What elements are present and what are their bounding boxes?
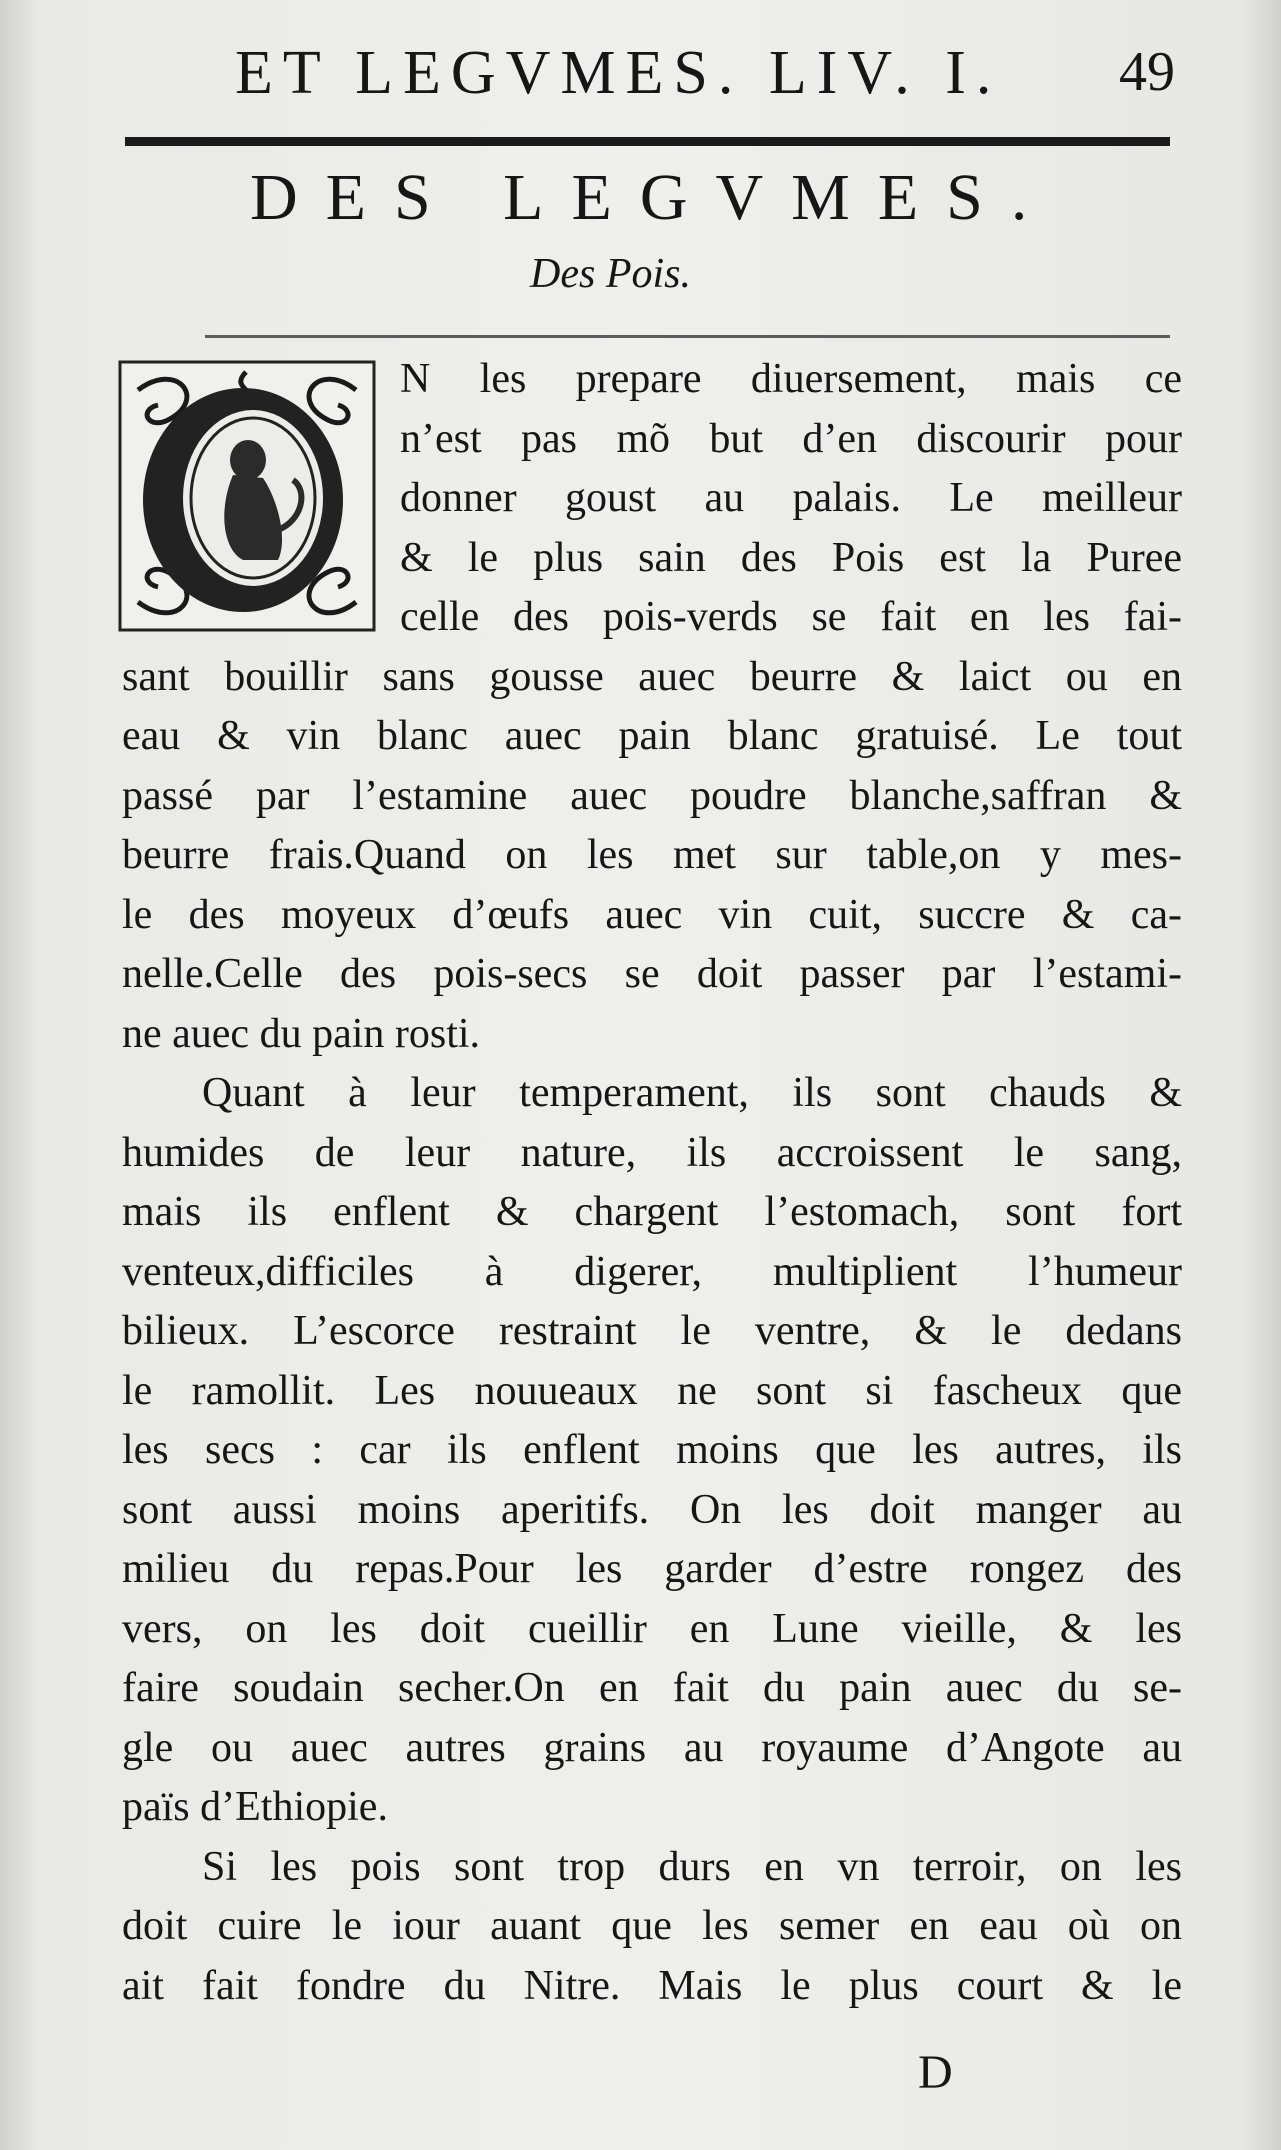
section-title: DES LEGVMES. — [250, 161, 1056, 234]
header-rule — [125, 137, 1170, 146]
text-line: beurre frais.Quand on les met sur table,on y mes- — [122, 832, 1182, 878]
text-line: N les prepare diuersement, mais ce — [400, 356, 1182, 402]
paragraph-1 — [122, 350, 1182, 1064]
text-line: passé par l’estamine auec poudre blanche,saffran & — [122, 772, 1182, 819]
running-head: ET LEGVMES. LIV. I. — [235, 39, 1002, 107]
page-number: 49 — [1119, 41, 1175, 103]
text-line: Quant à leur temperament, ils sont chauds & — [202, 1070, 1182, 1116]
text-line: les secs : car ils enflent moins que les autres, ils — [122, 1427, 1182, 1473]
text-line: Si les pois sont trop durs en vn terroir, on les — [202, 1843, 1182, 1890]
text-line: humides de leur nature, ils accroissent le sang, — [122, 1129, 1182, 1176]
text-line: mais ils enflent & chargent l’estomach, sont fort — [122, 1189, 1182, 1235]
text-line: nelle.Celle des pois-secs se doit passer par l’estami- — [122, 951, 1182, 997]
text-line: le des moyeux d’œufs auec vin cuit, succre & ca- — [122, 891, 1182, 938]
text-line: gle ou auec autres grains au royaume d’Angote au — [122, 1724, 1182, 1771]
paragraph-3 — [122, 1838, 1182, 2017]
text-line: & le plus sain des Pois est la Puree — [400, 534, 1182, 581]
text-line: n’est pas mõ but d’en discourir pour — [400, 415, 1182, 462]
text-line: milieu du repas.Pour les garder d’estre rongez des — [122, 1546, 1182, 1592]
text-line: le ramollit. Les nouueaux ne sont si fascheux que — [122, 1367, 1182, 1414]
text-line: ne auec du pain rosti. — [122, 1010, 481, 1057]
text-line: venteux,difficiles à digerer, multiplient l’humeur — [122, 1248, 1182, 1295]
paragraph-2 — [122, 1064, 1182, 1838]
text-line: païs d’Ethiopie. — [122, 1784, 388, 1830]
text-line: eau & vin blanc auec pain blanc gratuisé. Le tout — [122, 713, 1182, 759]
text-line: celle des pois-verds se fait en les fai- — [400, 594, 1182, 640]
section-subtitle: Des Pois. — [530, 251, 691, 297]
text-line: vers, on les doit cueillir en Lune vieille, & les — [122, 1605, 1182, 1652]
body-text — [122, 350, 1182, 2016]
text-line: donner goust au palais. Le meilleur — [400, 475, 1182, 521]
text-line: ait fait fondre du Nitre. Mais le plus court & le — [122, 1962, 1182, 2009]
text-line: doit cuire le iour auant que les semer en eau où on — [122, 1903, 1182, 1949]
text-line: faire soudain secher.On en fait du pain auec du se- — [122, 1665, 1182, 1711]
subtitle-rule — [205, 335, 1170, 338]
page-header — [125, 38, 1175, 108]
signature-mark: D — [918, 2046, 953, 2099]
text-line: bilieux. L’escorce restraint le ventre, & le dedans — [122, 1308, 1182, 1354]
text-line: sant bouillir sans gousse auec beurre & laict ou en — [122, 653, 1182, 700]
text-line: sont aussi moins aperitifs. On les doit manger au — [122, 1486, 1182, 1533]
